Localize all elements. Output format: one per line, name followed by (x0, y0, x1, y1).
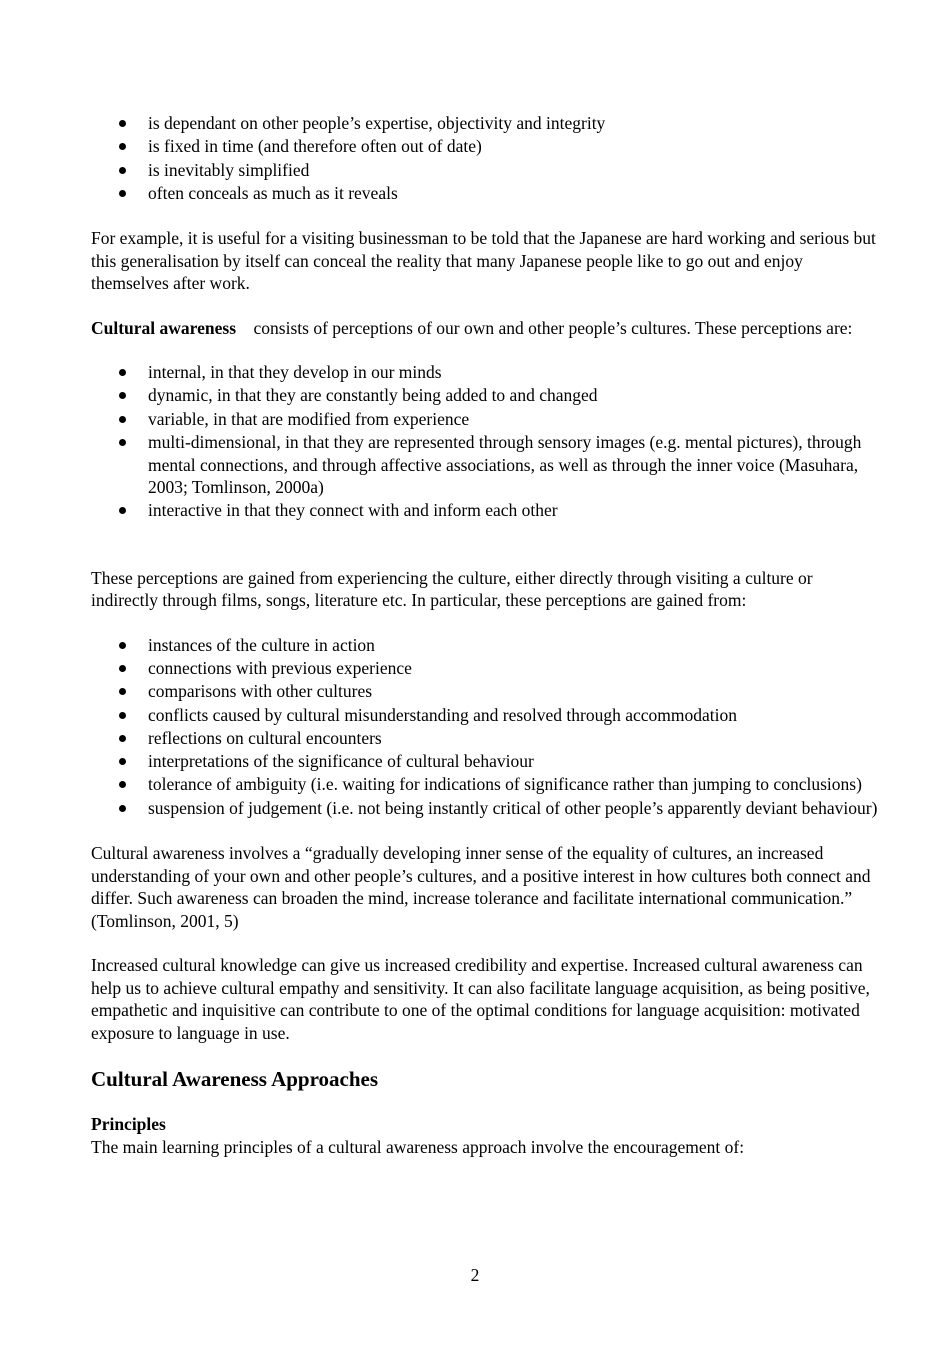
bullet-icon (119, 758, 126, 765)
bullet-icon (119, 665, 126, 672)
list-item: tolerance of ambiguity (i.e. waiting for indications of significance rather than jumping to conclusions) (91, 773, 881, 796)
list-item: reflections on cultural encounters (91, 727, 881, 750)
subsection-heading: Principles (91, 1114, 166, 1135)
principles-intro: The main learning principles of a cultural awareness approach involve the encouragement of: (91, 1136, 745, 1157)
list-item: dynamic, in that they are constantly being added to and changed (91, 384, 881, 407)
bullet-icon (119, 781, 126, 788)
list-item: interpretations of the significance of cultural behaviour (91, 750, 881, 773)
list-item: suspension of judgement (i.e. not being instantly critical of other people’s apparently deviant behaviour) (91, 797, 881, 820)
bullet-icon (119, 167, 126, 174)
bullet-icon (119, 439, 126, 446)
knowledge-limitations-list (91, 112, 881, 204)
defined-term: Cultural awareness (91, 317, 237, 338)
bullet-icon (119, 507, 126, 514)
bullet-icon (119, 143, 126, 150)
cultural-awareness-definition: Cultural awareness consists of perceptions of our own and other people’s cultures. These perceptions are: (91, 317, 853, 338)
page-number: 2 (470, 1265, 480, 1285)
knowledge-paragraph: Increased cultural knowledge can give us increased credibility and expertise. Increased cultural awareness can help us to achieve cultural empathy and sensitivity. It can also facilitate language acquisition, as being positive, empathetic and inquisitive can contribute to one of the optimal conditions for language acquisition: motivated exposure to language in use. (91, 955, 870, 1043)
bullet-icon (119, 120, 126, 127)
bullet-icon (119, 805, 126, 812)
bullet-icon (119, 190, 126, 197)
bullet-icon (119, 712, 126, 719)
example-paragraph: For example, it is useful for a visiting businessman to be told that the Japanese are hard working and serious but this generalisation by itself can conceal the reality that many Japanese people like to go out and enjoy themselves after work. (91, 228, 876, 294)
bullet-icon (119, 369, 126, 376)
bullet-icon (119, 642, 126, 649)
list-item: is inevitably simplified (91, 159, 881, 182)
list-item: conflicts caused by cultural misunderstanding and resolved through accommodation (91, 704, 881, 727)
bullet-icon (119, 392, 126, 399)
list-item: connections with previous experience (91, 657, 881, 680)
document-page (91, 112, 881, 1158)
list-item: interactive in that they connect with and inform each other (91, 499, 881, 522)
list-item: often conceals as much as it reveals (91, 182, 881, 205)
quote-paragraph: Cultural awareness involves a “gradually developing inner sense of the equality of cultures, an increased understanding of your own and other people’s cultures, and a positive interest in how cultures both connect and differ. Such awareness can broaden the mind, increase tolerance and facilitate international communication.” (Tomlinson, 2001, 5) (91, 843, 871, 931)
list-item: comparisons with other cultures (91, 680, 881, 703)
list-item: variable, in that are modified from experience (91, 408, 881, 431)
perception-sources-list (91, 634, 881, 820)
list-item: internal, in that they develop in our minds (91, 361, 881, 384)
list-item: multi-dimensional, in that they are represented through sensory images (e.g. mental pictures), through mental connections, and through affective associations, as well as through the inner voice (Masuhara, 2003; Tomlinson, 2000a) (91, 431, 881, 499)
section-heading: Cultural Awareness Approaches (91, 1067, 379, 1092)
perceptions-paragraph: These perceptions are gained from experiencing the culture, either directly through visiting a culture or indirectly through films, songs, literature etc. In particular, these perceptions are gained from: (91, 567, 813, 611)
list-item: is fixed in time (and therefore often out of date) (91, 135, 881, 158)
bullet-icon (119, 735, 126, 742)
bullet-icon (119, 416, 126, 423)
bullet-icon (119, 688, 126, 695)
list-item: is dependant on other people’s expertise, objectivity and integrity (91, 112, 881, 135)
list-item: instances of the culture in action (91, 634, 881, 657)
perceptions-list (91, 361, 881, 522)
